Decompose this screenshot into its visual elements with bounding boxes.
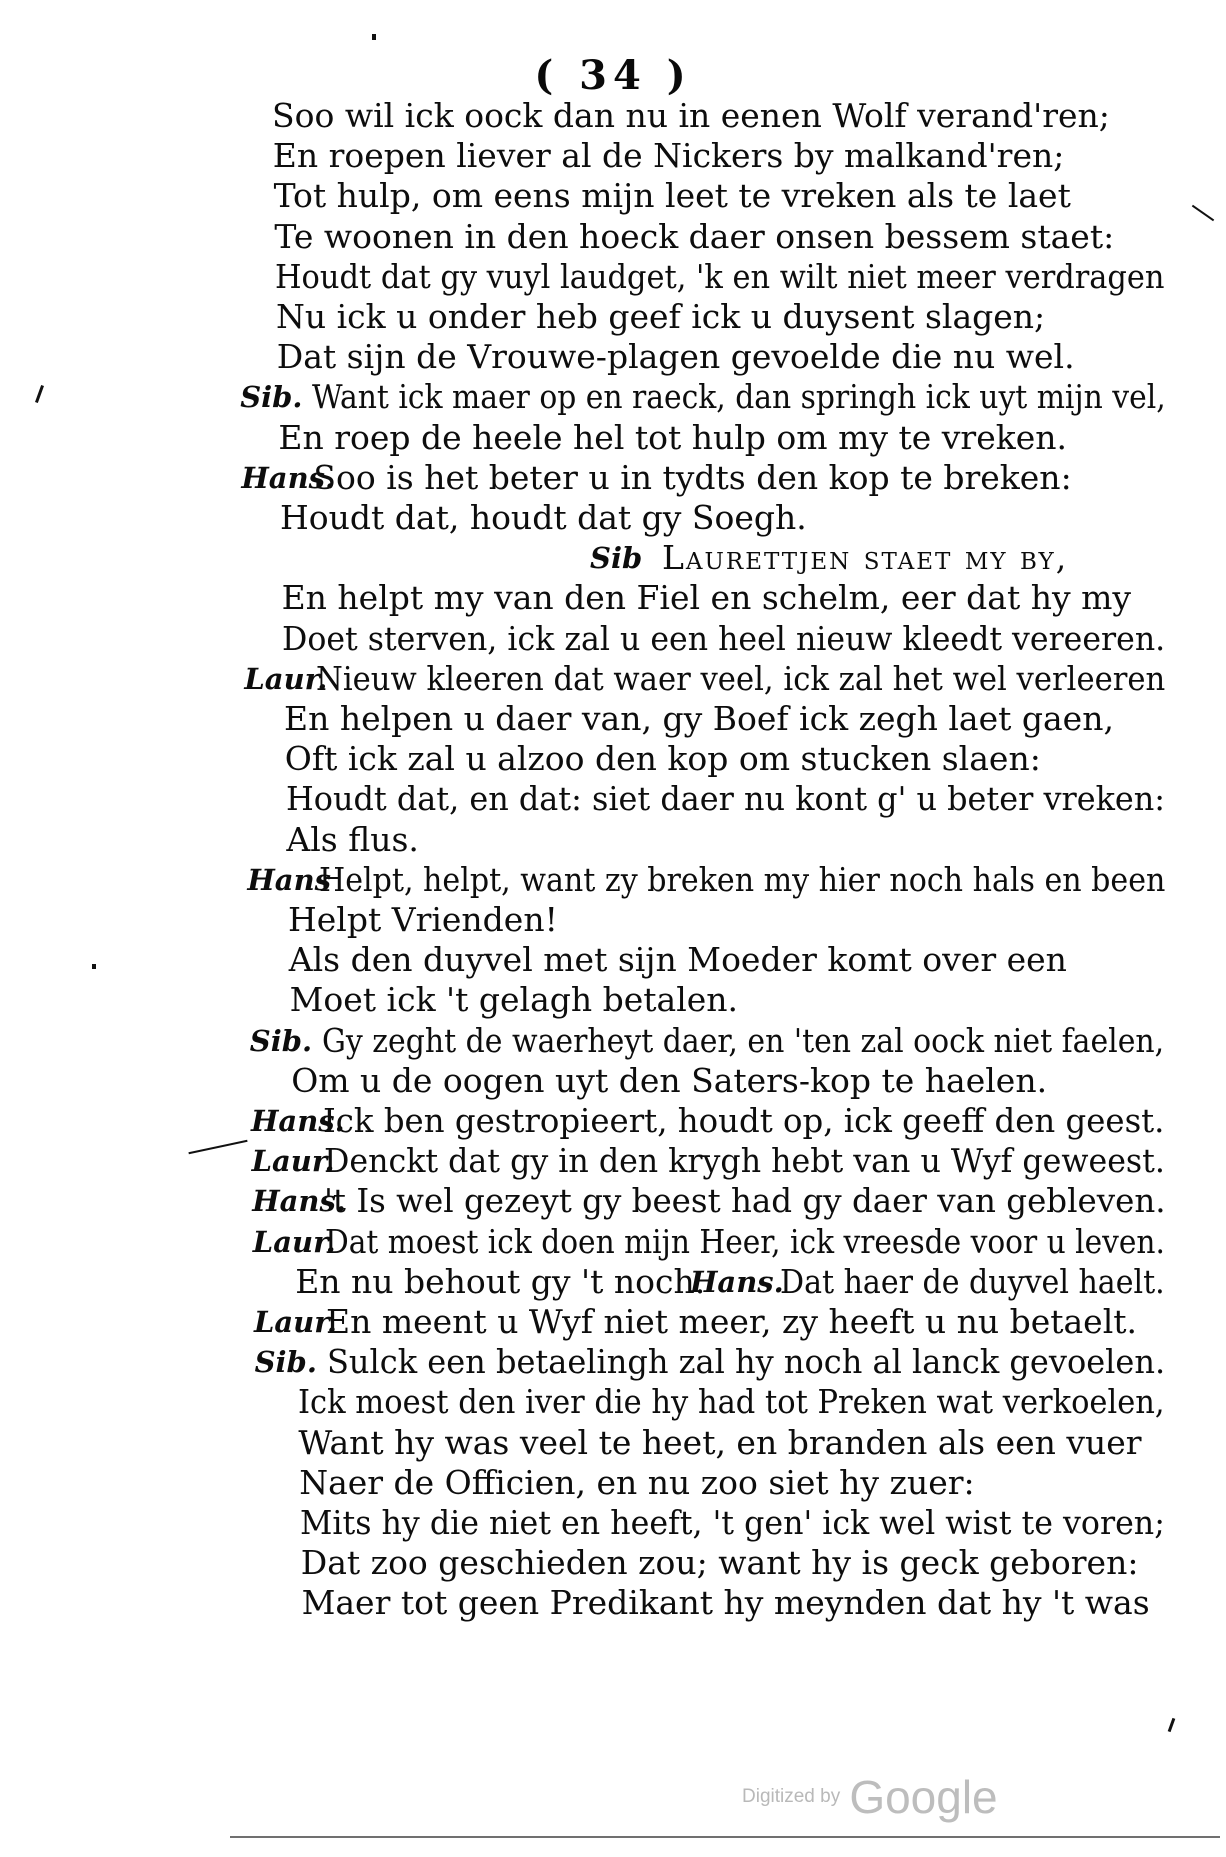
verse-line — [0, 1101, 1226, 1141]
verse-line — [0, 1262, 1226, 1302]
verse-line — [0, 900, 1226, 940]
verse-line — [0, 779, 1226, 819]
verse-line — [0, 1181, 1226, 1221]
verse-text: En nu behout gy 't noch. — [295, 1261, 706, 1301]
verse-line — [0, 739, 1226, 779]
verse-text: Tot hulp, om eens mijn leet te vreken als te laet — [273, 176, 1071, 216]
page-number: ( 34 ) — [534, 52, 692, 99]
verse-line — [0, 1141, 1226, 1181]
verse-line — [0, 980, 1226, 1020]
verse-line — [0, 1583, 1226, 1623]
verse-line — [0, 1503, 1226, 1543]
verse-text: 't Is wel gezeyt gy beest had gy daer van gebleven. — [324, 1181, 1166, 1221]
verse-line — [0, 1423, 1226, 1463]
verse-line — [0, 1222, 1226, 1262]
speaker-label: Hans. — [690, 1264, 784, 1299]
speaker-label: Laur. — [254, 1305, 337, 1339]
verse-line — [0, 337, 1226, 377]
verse-text: Houdt dat, houdt dat gy Soegh. — [280, 498, 807, 537]
verse-line — [0, 498, 1226, 538]
verse-text: Want hy was veel te heet, en branden als een vuer — [298, 1422, 1142, 1462]
digitized-label: Digitized by — [742, 1786, 841, 1807]
verse-line — [0, 1342, 1226, 1382]
verse-line — [0, 418, 1226, 458]
speaker-label: Hans — [247, 862, 331, 897]
verse-line — [0, 820, 1226, 860]
verse-line — [0, 1382, 1226, 1422]
speaker-label: Sib. — [254, 1345, 317, 1380]
verse-text: Soo wil ick oock dan nu in eenen Wolf verand'ren; — [272, 96, 1110, 135]
verse-line — [0, 136, 1226, 176]
verse-text: Dat moest ick doen mijn Heer, ick vreesde voor u leven. — [324, 1221, 1165, 1261]
verse-line — [0, 458, 1226, 498]
verse-text: Nieuw kleeren dat waer veel, ick zal het wel verleeren — [316, 658, 1166, 698]
verse-line — [0, 1543, 1226, 1583]
verse-line — [0, 940, 1226, 980]
verse-line — [0, 1463, 1226, 1503]
verse-line — [0, 699, 1226, 739]
verse-text: Soo is het beter u in tydts den kop te breken: — [313, 457, 1072, 497]
verse-text: Oft ick zal u alzoo den kop om stucken slaen: — [284, 739, 1041, 779]
verse-text: Nu ick u onder heb geef ick u duysent slagen; — [276, 297, 1046, 336]
verse-text: Ick ben gestropieert, houdt op, ick geeff den geest. — [323, 1101, 1165, 1140]
verse-text: En helpt my van den Fiel en schelm, eer dat hy my — [281, 578, 1132, 618]
verse-text: Dat sijn de Vrouwe-plagen gevoelde die nu wel. — [276, 337, 1075, 377]
verse-line — [0, 377, 1226, 417]
speaker-label: Laur. — [251, 1144, 335, 1179]
verse-text: Om u de oogen uyt den Saters-kop te haelen. — [291, 1060, 1048, 1100]
scan-mark — [92, 964, 96, 969]
verse-text: Sulck een betaelingh zal hy noch al lanck gevoelen. — [326, 1342, 1165, 1382]
verse-text: Mits hy die niet en heeft, 't gen' ick wel wist te voren; — [300, 1503, 1165, 1542]
verse-line — [0, 1021, 1226, 1061]
scan-mark — [1168, 1718, 1176, 1732]
verse-line — [0, 619, 1226, 659]
speaker-label: Laur. — [252, 1224, 336, 1259]
scan-mark — [372, 34, 376, 40]
verse-line — [0, 860, 1226, 900]
verse-text: Als flus. — [286, 819, 419, 859]
scan-mark — [230, 1836, 1220, 1838]
verse-line — [0, 176, 1226, 216]
verse-text: Houdt dat gy vuyl laudget, 'k en wilt niet meer verdragen — [275, 256, 1165, 296]
verse-text: Dat zoo geschieden zou; want hy is geck geboren: — [300, 1543, 1139, 1583]
speaker-label: Sib — [590, 541, 643, 576]
verse-text: En roep de heele hel tot hulp om my te vreken. — [278, 417, 1067, 457]
verse-text: Denckt dat gy in den krygh hebt van u Wyf geweest. — [323, 1141, 1165, 1181]
verse-text: Helpt, helpt, want zy breken my hier noch hals en been — [319, 859, 1166, 899]
verse-text: Naer de Officien, en nu zoo siet hy zuer: — [299, 1462, 975, 1502]
speaker-label: Sib. — [240, 380, 303, 415]
verse-text: Als den duyvel met sijn Moeder komt over een — [288, 940, 1067, 980]
speaker-label: Hans. — [241, 460, 336, 495]
verse-text: Houdt dat, en dat: siet daer nu kont g' u beter vreken: — [285, 779, 1165, 819]
verse-text: Want ick maer op en raeck, dan springh ick uyt mijn vel, — [312, 377, 1166, 417]
verse-line — [0, 217, 1226, 257]
verse-text: Ick moest den iver die hy had tot Preken wat verkoelen, — [297, 1382, 1165, 1422]
digitized-watermark — [742, 1770, 998, 1823]
verse-line — [0, 297, 1226, 337]
verse-text: En roepen liever al de Nickers by malkand'ren; — [272, 136, 1065, 176]
verse-text: Gy zeght de waerheyt daer, en 'ten zal oock niet faelen, — [321, 1020, 1164, 1060]
verse-text: En helpen u daer van, gy Boef ick zegh laet gaen, — [284, 699, 1114, 738]
verse-text: Dat haer de duyvel haelt. — [780, 1261, 1165, 1301]
verse-line — [0, 538, 1226, 578]
verse-text: Laurettjen staet my by, — [662, 538, 1069, 578]
verse-line — [0, 578, 1226, 618]
speaker-label: Hans. — [251, 1104, 345, 1138]
verse-text: Te woonen in den hoeck daer onsen bessem staet: — [274, 216, 1115, 256]
verse-text: Moet ick 't gelagh betalen. — [289, 980, 739, 1020]
verse-text: Helpt Vrienden! — [288, 900, 558, 939]
speaker-label: Laur. — [244, 661, 328, 696]
verse-line — [0, 659, 1226, 699]
speaker-label: Sib. — [249, 1023, 313, 1058]
verse-text: En meent u Wyf niet meer, zy heeft u nu betaelt. — [326, 1302, 1137, 1341]
speaker-label: Hans. — [252, 1184, 346, 1219]
verse-line — [0, 96, 1226, 136]
verse-text: Maer tot geen Predikant hy meynden dat hy 't was — [301, 1583, 1150, 1623]
verse-line — [0, 1302, 1226, 1342]
verse-line — [0, 1061, 1226, 1101]
google-logo: Google — [849, 1771, 998, 1823]
verse-text: Doet sterven, ick zal u een heel nieuw kleedt vereeren. — [282, 618, 1166, 658]
verse-line — [0, 257, 1226, 297]
